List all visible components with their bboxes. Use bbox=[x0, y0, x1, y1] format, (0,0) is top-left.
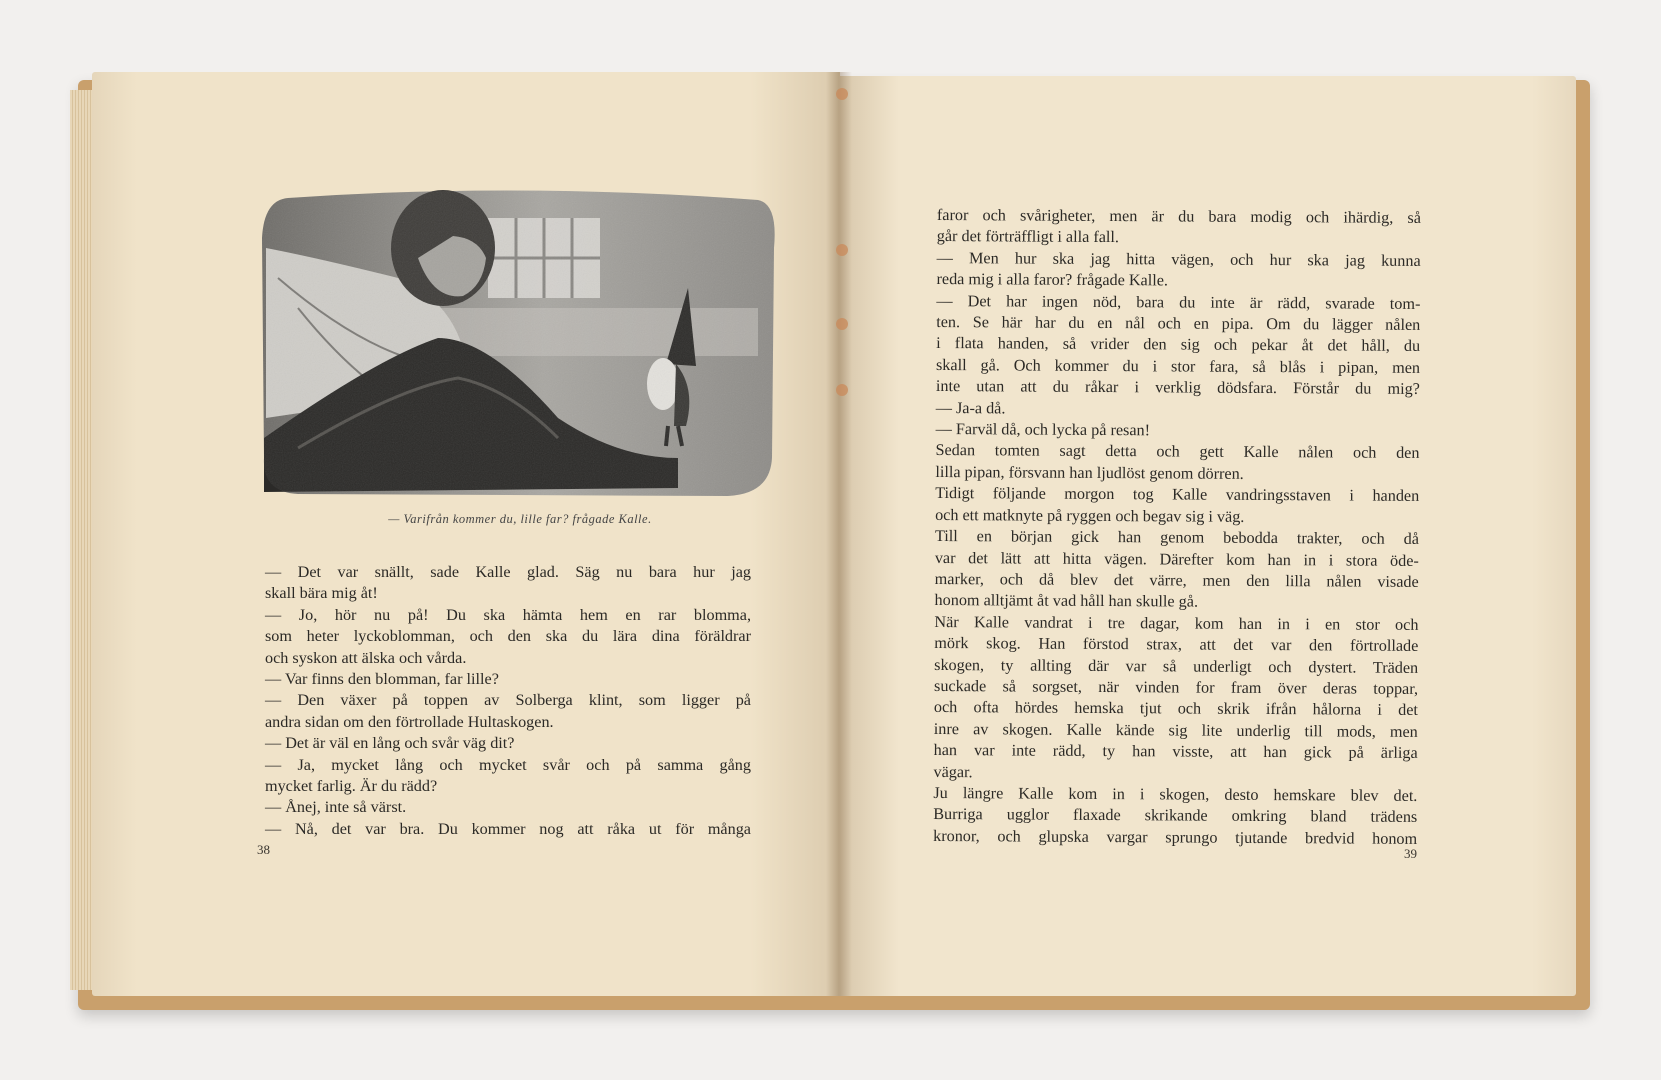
text-line: Ju längre Kalle kom in i skogen, desto hemskare blev det. bbox=[933, 783, 1418, 805]
text-line: inre av skogen. Kalle kände sig lite underlig till mods, men bbox=[933, 719, 1418, 741]
text-line: När Kalle vandrat i tre dagar, kom han in i en stor och bbox=[934, 612, 1419, 634]
text-line: skogen, ty allting där var så underligt och dystert. Träden bbox=[934, 655, 1419, 677]
page-edges bbox=[70, 90, 92, 990]
text-line: — Nå, det var bra. Du kommer nog att råka ut för många bbox=[265, 819, 751, 838]
binding-stain bbox=[836, 318, 848, 330]
text-line: — Det är väl en lång och svår väg dit? bbox=[265, 734, 515, 753]
text-line: — Ja-a då. bbox=[935, 398, 1006, 418]
text-line: — Var finns den blomman, far lille? bbox=[265, 670, 499, 689]
text-line: och ett matknyte på ryggen och begav sig i väg. bbox=[935, 505, 1245, 526]
illustration-image bbox=[258, 188, 776, 500]
binding-stain bbox=[836, 88, 848, 100]
binding-stain bbox=[836, 384, 848, 396]
text-line: vägar. bbox=[933, 762, 973, 781]
text-line: — Ja, mycket lång och mycket svår och på samma gång bbox=[265, 755, 751, 774]
text-line: — Ånej, inte så värst. bbox=[265, 798, 407, 817]
text-line: ten. Se här har du en nål och en pipa. Om du lägger nålen bbox=[936, 313, 1421, 334]
text-line: — Den växer på toppen av Solberga klint, som ligger på bbox=[265, 691, 751, 710]
text-line: — Jo, hör nu på! Du ska hämta hem en rar blomma, bbox=[265, 605, 751, 624]
right-page-text bbox=[933, 205, 1421, 850]
text-line: Tidigt följande morgon tog Kalle vandringsstaven i handen bbox=[935, 484, 1420, 506]
text-line: Burriga ugglor flaxade skrikande omkring bland trädens bbox=[933, 805, 1418, 827]
text-line: mycket farlig. Är du rädd? bbox=[265, 777, 438, 796]
text-line: Till en början gick han genom bebodda trakter, och då bbox=[934, 527, 1420, 549]
text-line: skall bära mig åt! bbox=[265, 584, 378, 603]
text-line: kronor, och glupska vargar sprungo tjutande bredvid honom bbox=[933, 826, 1418, 848]
text-line: — Farväl då, och lycka på resan! bbox=[935, 420, 1151, 440]
text-line: — Det var snällt, sade Kalle glad. Säg nu bara hur jag bbox=[265, 563, 751, 581]
text-line: Sedan tomten sagt detta och gett Kalle nålen och den bbox=[935, 441, 1420, 463]
page-number-left: 38 bbox=[257, 842, 270, 857]
text-line: skall gå. Och kommer du i stor fara, så blås i pipan, men bbox=[935, 355, 1421, 377]
illustration-caption: — Varifrån kommer du, lille far? frågade Kalle. bbox=[388, 512, 652, 526]
text-line: som heter lyckoblomman, och den ska du lära dina föräldrar bbox=[265, 627, 751, 646]
binding-stain bbox=[836, 244, 848, 256]
text-line: suckade så sorgset, när vinden for fram över deras toppar, bbox=[934, 676, 1419, 698]
text-line: honom alltjämt åt vad håll han skulle gå. bbox=[934, 591, 1199, 611]
text-line: marker, och då blev det värre, men den lilla nålen visade bbox=[934, 569, 1419, 591]
text-line: andra sidan om den förtrollade Hultaskogen. bbox=[265, 712, 554, 731]
text-line: reda mig i alla faror? frågade Kalle. bbox=[936, 270, 1169, 290]
text-line: han var inte rädd, ty han visste, att han gick på ärliga bbox=[933, 741, 1418, 763]
text-line: — Det har ingen nöd, bara du inte är rädd, svarade tom- bbox=[936, 291, 1421, 313]
text-line: lilla pipan, försvann han ljudlöst genom dörren. bbox=[935, 462, 1244, 483]
text-line: och syskon att älska och vårda. bbox=[265, 648, 467, 667]
text-line: går det förträffligt i alla fall. bbox=[936, 227, 1120, 247]
text-line: och ofta hördes hemska tjut och skrik ifrån hålorna i det bbox=[933, 698, 1418, 720]
text-line: — Men hur ska jag hitta vägen, och hur ska jag kunna bbox=[936, 248, 1421, 270]
page-number-right: 39 bbox=[1404, 846, 1417, 861]
text-line: faror och svårigheter, men är du bara modig och ihärdig, så bbox=[936, 205, 1421, 227]
book-spine bbox=[826, 72, 852, 996]
text-line: inte utan att du råkar i verklig dödsfara. Förstår du mig? bbox=[935, 377, 1420, 399]
text-line: i flata handen, så vrider den sig och pekar åt det håll, du bbox=[936, 334, 1421, 356]
left-page-text bbox=[265, 562, 751, 840]
text-line: mörk skog. Han förstod strax, att det var den förtrollade bbox=[934, 634, 1419, 656]
text-line: var det lätt att hitta vägen. Därefter kom han in i stora öde- bbox=[934, 548, 1419, 570]
